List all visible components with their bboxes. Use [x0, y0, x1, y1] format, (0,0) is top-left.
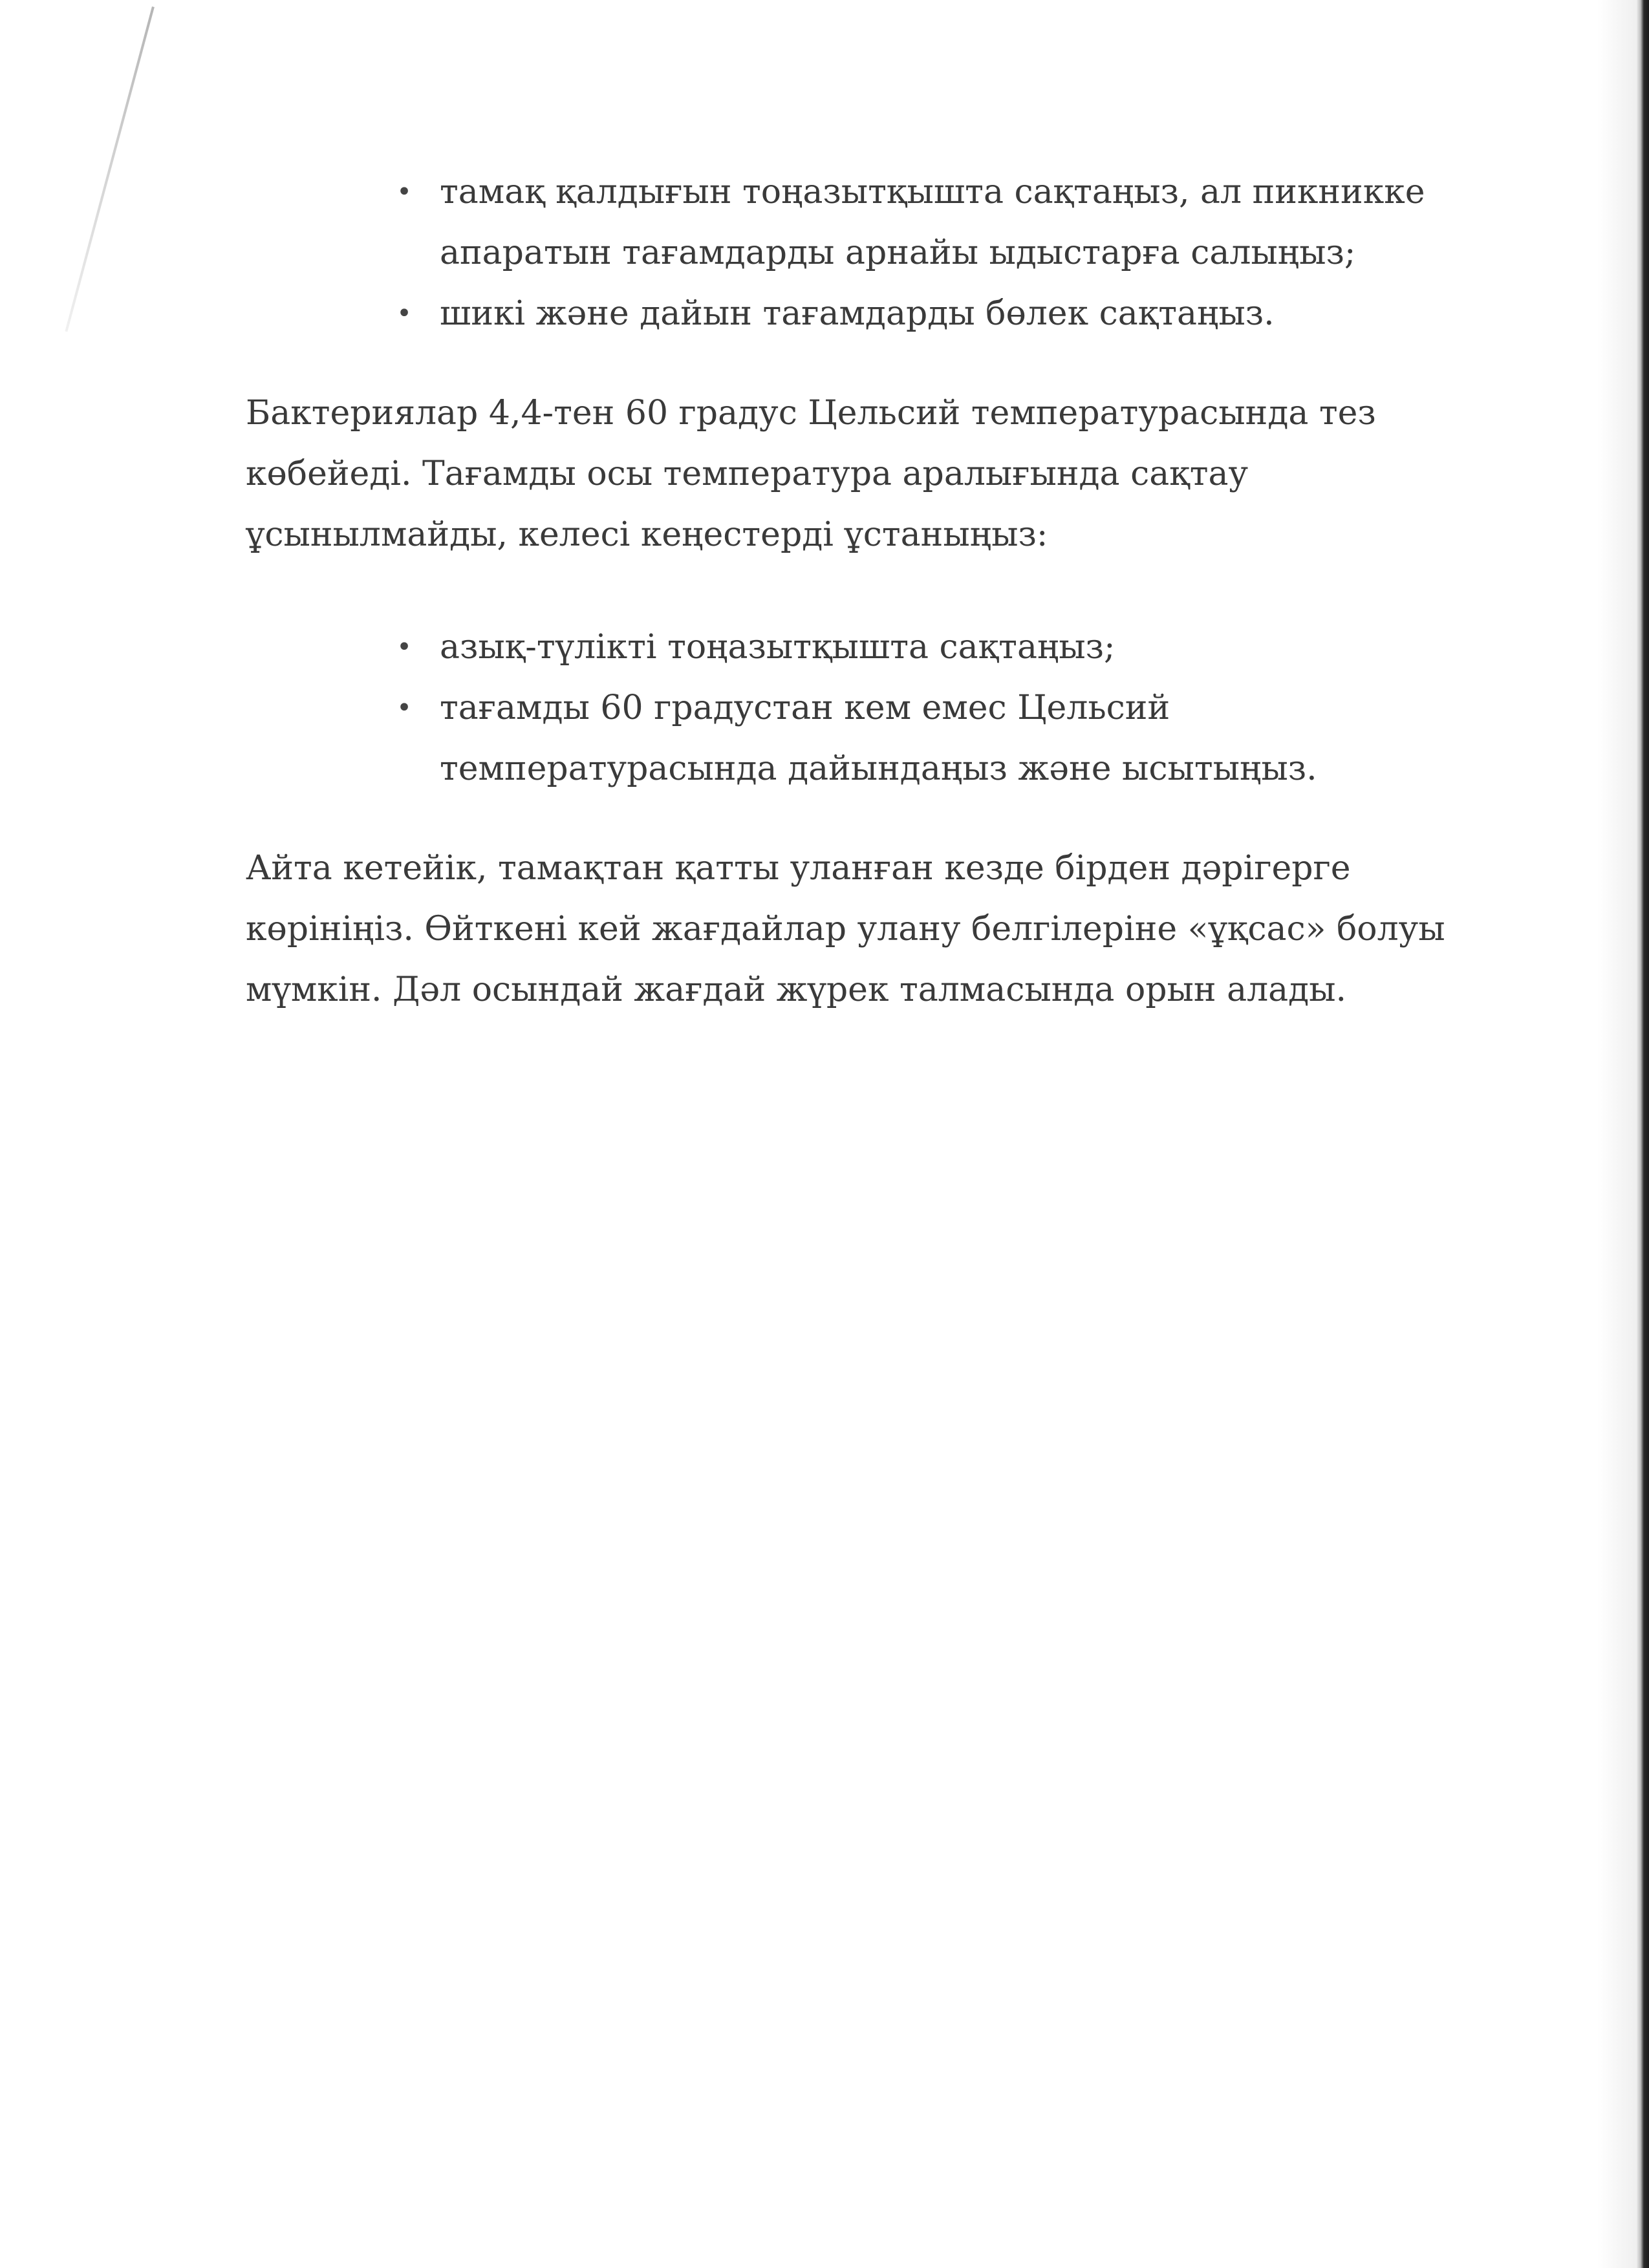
paragraph-bacteria: Бактериялар 4,4-тен 60 градус Цельсий температурасында тез көбейеді. Тағамды осы температура аралығында сақтау ұсынылмайды, келесі кеңестерді ұстаныңыз: — [246, 394, 1376, 554]
list-item — [391, 162, 1539, 283]
list-item-text: шикі және дайын тағамдарды бөлек сақтаңыз. — [440, 294, 1275, 333]
list-item — [391, 617, 1513, 678]
paragraph-warning: Айта кетейік, тамақтан қатты уланған кезде бірден дәрігерге көрініңіз. Өйткені кей жағдайлар улану белгілеріне «ұқсас» болуы мүмкін. Дәл осындай жағдай жүрек талмасында орын алады. — [246, 849, 1445, 1009]
bullet-icon: • — [396, 693, 412, 723]
bullet-icon: • — [396, 632, 412, 662]
bullet-icon: • — [396, 299, 412, 328]
bullet-icon: • — [396, 177, 412, 207]
bullet-list-storage — [246, 162, 1513, 344]
scan-artifact-line — [65, 6, 154, 332]
list-item — [391, 678, 1513, 799]
list-item-text: тамақ қалдығын тоңазытқышта сақтаңыз, ал пикникке апаратын тағамдарды арнайы ыдыстарға салыңыз; — [440, 173, 1425, 272]
bullet-list-temperature — [246, 617, 1513, 799]
document-body — [246, 162, 1513, 1020]
scan-edge — [1636, 0, 1649, 2268]
list-item-text: азық-түлікті тоңазытқышта сақтаңыз; — [440, 628, 1116, 667]
list-item-text: тағамды 60 градустан кем емес Цельсий температурасында дайындаңыз және ысытыңыз. — [440, 689, 1317, 788]
scan-edge-shadow — [1597, 0, 1636, 2268]
list-item — [391, 283, 1513, 344]
